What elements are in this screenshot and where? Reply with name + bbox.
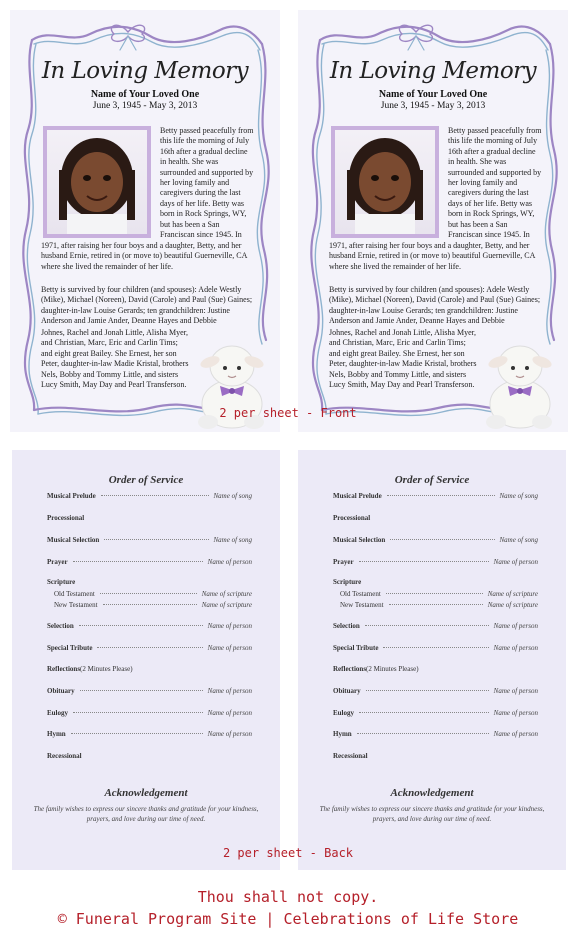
service-item — [47, 558, 252, 570]
portrait-frame — [43, 126, 151, 238]
service-item-value: Name of scripture — [487, 590, 538, 598]
front-panel-left — [10, 10, 280, 432]
service-item — [333, 709, 538, 721]
service-item — [333, 730, 538, 742]
service-item — [333, 687, 538, 699]
service-item-value: Name of person — [207, 687, 252, 695]
obituary-paragraph-2: 1971, after raising her four boys and a daughter, Betty, and her husband Ernie, retired in (or move to) beautiful Guerneville, CA where she lived the remainder of her life. — [41, 241, 247, 271]
portrait-frame — [331, 126, 439, 238]
back-panel-right — [298, 450, 566, 870]
service-item-value: Name of person — [493, 709, 538, 717]
acknowledgement-text: The family wishes to express our sincere thanks and gratitude for your kindness, prayers, and love during our time of need. — [33, 805, 259, 823]
dot-leader — [383, 647, 488, 648]
acknowledgement-title: Acknowledgement — [390, 787, 474, 799]
service-item-label: Scripture — [333, 578, 362, 586]
service-item-value: Name of person — [493, 558, 538, 566]
dot-leader — [80, 690, 203, 691]
service-item — [333, 536, 538, 548]
service-item-label: Eulogy — [47, 709, 69, 717]
service-item — [333, 752, 538, 764]
dot-leader — [366, 690, 489, 691]
service-item-label: Reflections — [47, 665, 81, 673]
service-item — [47, 492, 252, 504]
service-item — [333, 644, 538, 656]
service-item — [47, 687, 252, 699]
service-item-value: Name of person — [207, 558, 252, 566]
service-item-label: Eulogy — [333, 709, 355, 717]
service-item-label: Recessional — [333, 752, 368, 760]
service-item-label: Musical Selection — [47, 536, 100, 544]
dot-leader — [73, 561, 203, 562]
service-item-label: Prayer — [47, 558, 68, 566]
service-item-value: Name of person — [207, 709, 252, 717]
service-item-note: (2 Minutes Please) — [80, 665, 133, 673]
service-item-value: Name of scripture — [487, 601, 538, 609]
service-item-value: Name of song — [499, 492, 538, 500]
order-of-service-title: Order of Service — [108, 474, 184, 486]
service-item — [47, 536, 252, 548]
service-item-label: Musical Prelude — [47, 492, 96, 500]
service-item-note: (2 Minutes Please) — [366, 665, 419, 673]
front-panel-right — [298, 10, 568, 432]
dot-leader — [389, 604, 483, 605]
service-item-label: Scripture — [47, 578, 76, 586]
service-item — [333, 558, 538, 570]
service-item-label: Special Tribute — [333, 644, 379, 652]
service-item — [333, 492, 538, 504]
service-item — [47, 601, 252, 613]
obituary-paragraph-2: 1971, after raising her four boys and a daughter, Betty, and her husband Ernie, retired in (or move to) beautiful Guerneville, CA where she lived the remainder of her life. — [329, 241, 535, 271]
service-item-label: Processional — [47, 514, 85, 522]
obituary-paragraph-1: Betty passed peacefully from this life the morning of July 16th after a gradual decline in health. She was surrounded and supported by her loving family and caregivers during the last days of her life. Betty was born in Rock Springs, WY, but has been a San Franciscan since 1945. In — [448, 126, 542, 240]
service-item-label: Processional — [333, 514, 371, 522]
service-item-label: New Testament — [340, 601, 384, 609]
copyright-notice: © Funeral Program Site | Celebrations of Life Store — [57, 910, 519, 928]
dot-leader — [103, 604, 197, 605]
service-item-label: Old Testament — [340, 590, 381, 598]
dot-leader — [386, 593, 483, 594]
loved-one-name: Name of Your Loved One — [90, 89, 200, 100]
service-item — [47, 752, 252, 764]
service-item-label: Obituary — [333, 687, 361, 695]
service-item-value: Name of scripture — [201, 601, 252, 609]
dot-leader — [365, 625, 489, 626]
acknowledgement-title: Acknowledgement — [104, 787, 188, 799]
dot-leader — [73, 712, 203, 713]
service-item-value: Name of song — [213, 536, 252, 544]
service-item-label: Hymn — [47, 730, 66, 738]
service-item-label: Hymn — [333, 730, 352, 738]
dot-leader — [357, 733, 489, 734]
service-item-value: Name of song — [213, 492, 252, 500]
service-item — [47, 578, 252, 590]
service-item-value: Name of person — [207, 644, 252, 652]
portrait-photo — [47, 130, 147, 234]
copy-warning: Thou shall not copy. — [197, 888, 379, 906]
life-dates: June 3, 1945 - May 3, 2013 — [380, 101, 486, 111]
obituary-paragraph-4: Johnes, Rachel and Jonah Little, Alisha Myer, and Christian, Marc, Eric and Carlin Tims; and eight great Bailey. She Ernest, her son Peter, daughter-in-law Madie Kristal, brothers Nels, Bobby and Tommy Little, and sisters Lucy Smith, May Day and Pearl Transferson. — [329, 328, 477, 390]
dot-leader — [104, 539, 208, 540]
back-caption: 2 per sheet - Back — [222, 846, 354, 860]
service-item-label: Recessional — [47, 752, 82, 760]
dot-leader — [390, 539, 494, 540]
service-item-label: Obituary — [47, 687, 75, 695]
back-panel-left — [12, 450, 280, 870]
life-dates: June 3, 1945 - May 3, 2013 — [92, 101, 198, 111]
service-item — [333, 622, 538, 634]
obituary-paragraph-1: Betty passed peacefully from this life the morning of July 16th after a gradual decline in health. She was surrounded and supported by her loving family and caregivers during the last days of her life. Betty was born in Rock Springs, WY, but has been a San Franciscan since 1945. In — [160, 126, 254, 240]
loved-one-name: Name of Your Loved One — [378, 89, 488, 100]
service-item-label: Musical Selection — [333, 536, 386, 544]
service-item-value: Name of person — [493, 622, 538, 630]
service-item — [333, 514, 538, 526]
front-caption: 2 per sheet - Front — [219, 406, 357, 420]
service-item-value: Name of person — [493, 730, 538, 738]
service-item-value: Name of scripture — [201, 590, 252, 598]
service-item-value: Name of person — [207, 730, 252, 738]
service-item — [47, 644, 252, 656]
service-item — [47, 730, 252, 742]
service-item-label: Selection — [333, 622, 360, 630]
service-item-label: Special Tribute — [47, 644, 93, 652]
service-item — [47, 622, 252, 634]
dot-leader — [79, 625, 203, 626]
service-item — [47, 665, 252, 677]
dot-leader — [100, 593, 197, 594]
service-item-value: Name of person — [493, 687, 538, 695]
service-item-value: Name of person — [493, 644, 538, 652]
order-of-service-title: Order of Service — [394, 474, 470, 486]
dot-leader — [359, 561, 489, 562]
service-item-value: Name of song — [499, 536, 538, 544]
service-item — [333, 578, 538, 590]
service-item — [333, 665, 538, 677]
dot-leader — [97, 647, 202, 648]
acknowledgement-text: The family wishes to express our sincere thanks and gratitude for your kindness, prayers, and love during our time of need. — [319, 805, 545, 823]
service-item-value: Name of person — [207, 622, 252, 630]
service-item-label: New Testament — [54, 601, 98, 609]
memorial-title: In Loving Memory — [329, 58, 537, 84]
obituary-paragraph-4: Johnes, Rachel and Jonah Little, Alisha Myer, and Christian, Marc, Eric and Carlin Tims; and eight great Bailey. She Ernest, her son Peter, daughter-in-law Madie Kristal, brothers Nels, Bobby and Tommy Little, and sisters Lucy Smith, May Day and Pearl Transferson. — [41, 328, 189, 390]
dot-leader — [71, 733, 203, 734]
service-item — [47, 709, 252, 721]
service-item-label: Reflections — [333, 665, 367, 673]
obituary-paragraph-3: Betty is survived by four children (and spouses): Adele Westly (Mike), Michael (Noreen), David (Carole) and Paul (Sue) Gaines; daughter-in-law Louise Gerards; ten grandchildren: Justine Anderson and Jamie Ander, Deanne Hayes and Debbie — [329, 285, 541, 326]
memorial-title: In Loving Memory — [41, 58, 249, 84]
service-item-label: Old Testament — [54, 590, 95, 598]
service-item-label: Musical Prelude — [333, 492, 382, 500]
portrait-photo — [335, 130, 435, 234]
service-item — [47, 514, 252, 526]
dot-leader — [101, 495, 209, 496]
dot-leader — [359, 712, 489, 713]
service-item-label: Selection — [47, 622, 74, 630]
service-item — [333, 601, 538, 613]
obituary-paragraph-3: Betty is survived by four children (and spouses): Adele Westly (Mike), Michael (Noreen), David (Carole) and Paul (Sue) Gaines; daughter-in-law Louise Gerards; ten grandchildren: Justine Anderson and Jamie Ander, Deanne Hayes and Debbie — [41, 285, 253, 326]
dot-leader — [387, 495, 495, 496]
service-item-label: Prayer — [333, 558, 354, 566]
